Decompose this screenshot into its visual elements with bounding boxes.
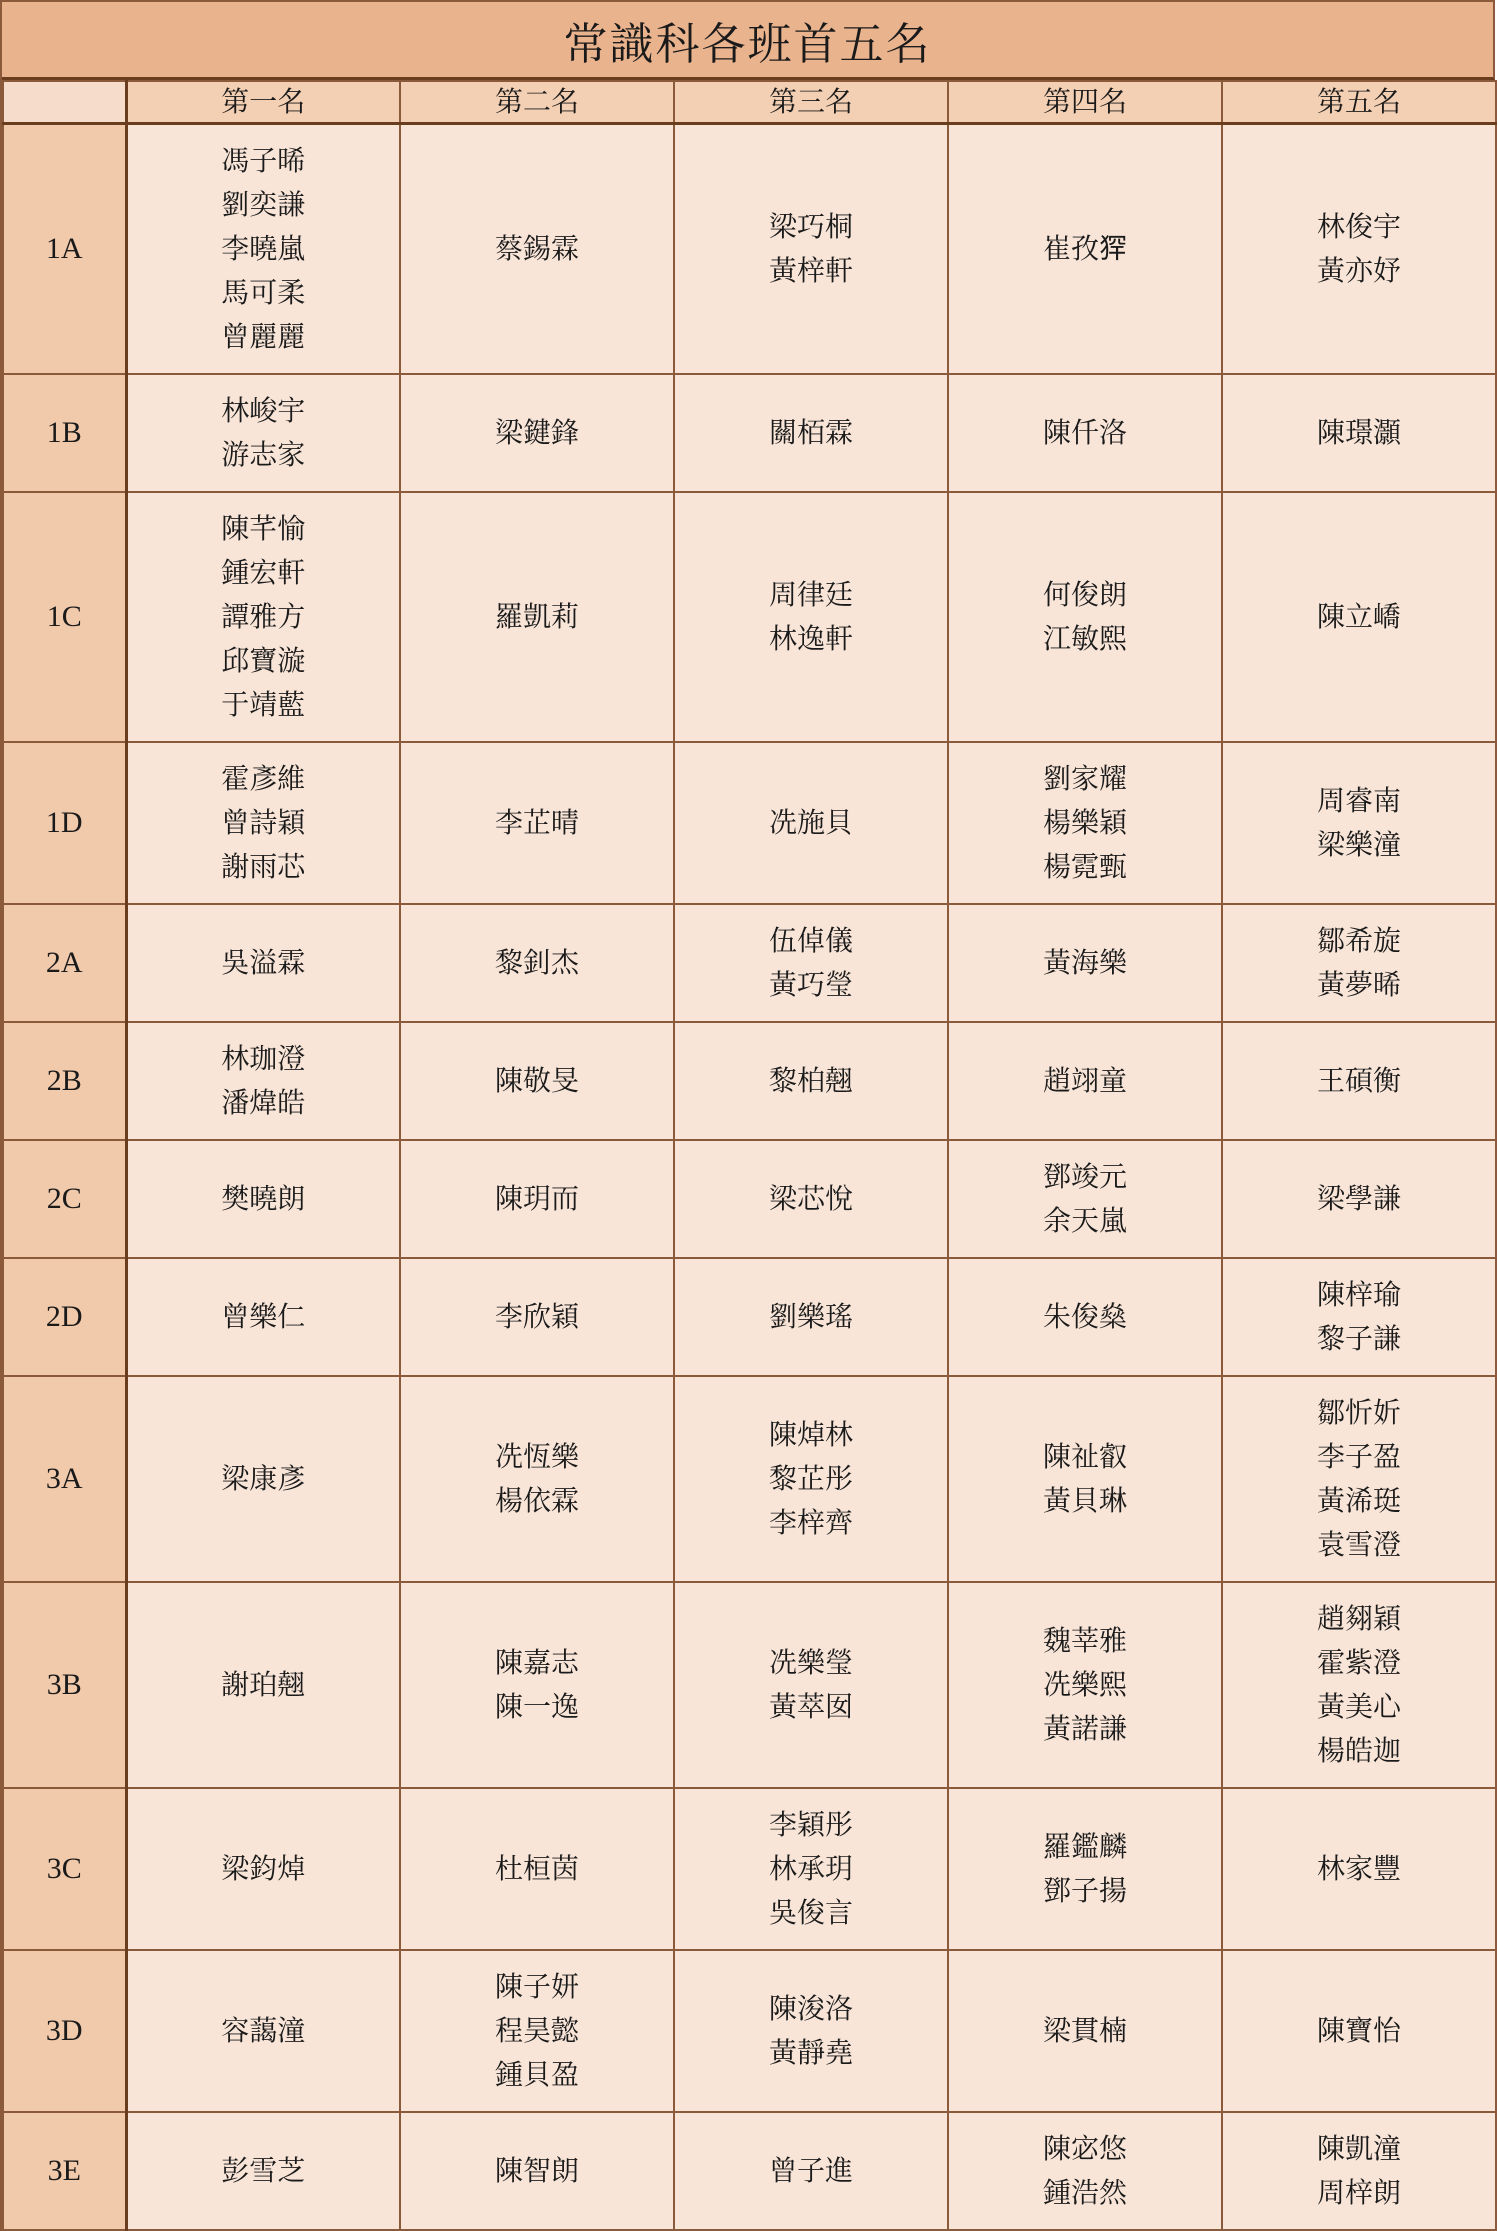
place-fourth-cell: [948, 492, 1222, 742]
place-fifth-cell: [1222, 492, 1496, 742]
student-name: 黃貝琳: [1042, 1483, 1127, 1517]
student-name: 陳浚洛: [768, 1991, 853, 2025]
place-fourth-cell: [948, 374, 1222, 492]
student-name: 袁雪澄: [1316, 1527, 1401, 1561]
place-fifth-cell: [1222, 1258, 1496, 1376]
student-name: 陳子妍: [494, 1969, 579, 2003]
student-name: 黎釗杰: [494, 945, 579, 979]
place-second-cell: [400, 2112, 674, 2230]
student-name: 梁芯悅: [768, 1181, 853, 1215]
student-name: 黎柏翹: [768, 1063, 853, 1097]
student-name: 林家豐: [1316, 1851, 1401, 1885]
student-name: 陳宓悠: [1042, 2131, 1127, 2165]
place-third-cell: [674, 1140, 948, 1258]
place-fourth-cell: [948, 742, 1222, 904]
student-name: 潘煒皓: [221, 1085, 306, 1119]
student-name: 黃亦妤: [1316, 253, 1401, 287]
student-name: 曾詩穎: [221, 805, 306, 839]
class-label: 3B: [3, 1582, 126, 1788]
student-name: 周梓朗: [1316, 2175, 1401, 2209]
student-name: 周律廷: [768, 577, 853, 611]
student-name: 霍彥維: [221, 761, 306, 795]
student-name: 林俊宇: [1316, 209, 1401, 243]
student-name: 鄧子揚: [1042, 1873, 1127, 1907]
student-name: 李穎彤: [768, 1807, 853, 1841]
student-name: 鍾浩然: [1042, 2175, 1127, 2209]
place-third-cell: [674, 904, 948, 1022]
student-name: 陳立嶠: [1316, 599, 1401, 633]
place-second-cell: [400, 904, 674, 1022]
place-second-cell: [400, 1140, 674, 1258]
student-name: 林珈澄: [221, 1041, 306, 1075]
student-name: 曾子進: [768, 2153, 853, 2187]
class-label: 3E: [3, 2112, 126, 2230]
student-name: 陳寶怡: [1316, 2013, 1401, 2047]
class-label: 1B: [3, 374, 126, 492]
class-label: 1D: [3, 742, 126, 904]
place-first-cell: [126, 1140, 400, 1258]
place-second-cell: [400, 1788, 674, 1950]
place-third-cell: [674, 742, 948, 904]
place-fourth-cell: [948, 1140, 1222, 1258]
student-name: 劉家耀: [1042, 761, 1127, 795]
student-name: 吳溢霖: [221, 945, 306, 979]
place-second-cell: [400, 742, 674, 904]
student-name: 李欣穎: [494, 1299, 579, 1333]
student-name: 黃梓軒: [768, 253, 853, 287]
student-name: 陳一逸: [494, 1689, 579, 1723]
place-fourth-cell: [948, 1376, 1222, 1582]
student-name: 魏莘雅: [1042, 1623, 1127, 1657]
place-third-cell: [674, 2112, 948, 2230]
place-second-cell: [400, 492, 674, 742]
place-third-cell: [674, 1950, 948, 2112]
header-second: 第二名: [400, 81, 674, 124]
student-name: 劉奕謙: [221, 187, 306, 221]
place-first-cell: [126, 742, 400, 904]
student-name: 杜桓茵: [494, 1851, 579, 1885]
student-name: 陳璟灝: [1316, 415, 1401, 449]
class-label: 2D: [3, 1258, 126, 1376]
place-first-cell: [126, 124, 400, 374]
student-name: 于靖藍: [221, 687, 306, 721]
student-name: 鄧竣元: [1042, 1159, 1127, 1193]
student-name: 譚雅方: [221, 599, 306, 633]
student-name: 陳梓瑜: [1316, 1277, 1401, 1311]
student-name: 黃靜堯: [768, 2035, 853, 2069]
class-label: 2A: [3, 904, 126, 1022]
place-fifth-cell: [1222, 374, 1496, 492]
student-name: 陳芊愉: [221, 511, 306, 545]
student-name: 楊皓迦: [1316, 1733, 1401, 1767]
place-fourth-cell: [948, 904, 1222, 1022]
place-fourth-cell: [948, 124, 1222, 374]
student-name: 伍倬儀: [768, 923, 853, 957]
table-row: [3, 374, 1496, 492]
place-second-cell: [400, 1258, 674, 1376]
place-fifth-cell: [1222, 742, 1496, 904]
student-name: 鄒忻妡: [1316, 1395, 1401, 1429]
place-first-cell: [126, 1582, 400, 1788]
student-name: 何俊朗: [1042, 577, 1127, 611]
class-label: 3C: [3, 1788, 126, 1950]
place-fourth-cell: [948, 1582, 1222, 1788]
table-row: [3, 1140, 1496, 1258]
student-name: 余天嵐: [1042, 1203, 1127, 1237]
place-first-cell: [126, 1258, 400, 1376]
class-label: 3D: [3, 1950, 126, 2112]
table-row: [3, 1022, 1496, 1140]
place-third-cell: [674, 1582, 948, 1788]
table-row: [3, 1950, 1496, 2112]
student-name: 梁學謙: [1316, 1181, 1401, 1215]
header-third: 第三名: [674, 81, 948, 124]
place-first-cell: [126, 374, 400, 492]
student-name: 趙翗穎: [1316, 1601, 1401, 1635]
place-third-cell: [674, 1258, 948, 1376]
student-name: 江敏熙: [1042, 621, 1127, 655]
student-name: 鄒希旋: [1316, 923, 1401, 957]
place-fourth-cell: [948, 1950, 1222, 2112]
student-name: 吳俊言: [768, 1895, 853, 1929]
place-second-cell: [400, 1022, 674, 1140]
class-label: 1A: [3, 124, 126, 374]
header-corner: [3, 81, 126, 124]
student-name: 黎子謙: [1316, 1321, 1401, 1355]
table-row: [3, 1376, 1496, 1582]
student-name: 羅鑑麟: [1042, 1829, 1127, 1863]
place-fifth-cell: [1222, 1582, 1496, 1788]
student-name: 陳凱潼: [1316, 2131, 1401, 2165]
student-name: 周睿南: [1316, 783, 1401, 817]
student-name: 容藹潼: [221, 2013, 306, 2047]
student-name: 陳智朗: [494, 2153, 579, 2187]
student-name: 林逸軒: [768, 621, 853, 655]
student-name: 羅凱莉: [494, 599, 579, 633]
student-name: 梁貫楠: [1042, 2013, 1127, 2047]
place-third-cell: [674, 1376, 948, 1582]
table-row: [3, 904, 1496, 1022]
place-first-cell: [126, 1376, 400, 1582]
student-name: 陳嘉志: [494, 1645, 579, 1679]
table-row: [3, 1258, 1496, 1376]
class-label: 2C: [3, 1140, 126, 1258]
student-name: 林承玥: [768, 1851, 853, 1885]
student-name: 李芷晴: [494, 805, 579, 839]
student-name: 游志家: [221, 437, 306, 471]
place-second-cell: [400, 1950, 674, 2112]
header-row: [3, 81, 1496, 124]
student-name: 冼樂熙: [1042, 1667, 1127, 1701]
student-name: 關栢霖: [768, 415, 853, 449]
place-second-cell: [400, 1582, 674, 1788]
header-fourth: 第四名: [948, 81, 1222, 124]
student-name: 黎芷彤: [768, 1461, 853, 1495]
student-name: 楊依霖: [494, 1483, 579, 1517]
student-name: 霍紫澄: [1316, 1645, 1401, 1679]
place-first-cell: [126, 1022, 400, 1140]
place-first-cell: [126, 1788, 400, 1950]
place-fifth-cell: [1222, 1376, 1496, 1582]
student-name: 陳焯林: [768, 1417, 853, 1451]
student-name: 梁鈞焯: [221, 1851, 306, 1885]
place-third-cell: [674, 1788, 948, 1950]
student-name: 李梓齊: [768, 1505, 853, 1539]
place-fifth-cell: [1222, 1022, 1496, 1140]
student-name: 梁康彥: [221, 1461, 306, 1495]
place-fifth-cell: [1222, 1950, 1496, 2112]
student-name: 曾樂仁: [221, 1299, 306, 1333]
place-fifth-cell: [1222, 1788, 1496, 1950]
table-row: [3, 742, 1496, 904]
place-second-cell: [400, 374, 674, 492]
place-third-cell: [674, 1022, 948, 1140]
student-name: 冼恆樂: [494, 1439, 579, 1473]
student-name: 鍾宏軒: [221, 555, 306, 589]
student-name: 王碩衡: [1316, 1063, 1401, 1097]
student-name: 黃浠珽: [1316, 1483, 1401, 1517]
student-name: 冼樂瑩: [768, 1645, 853, 1679]
class-label: 2B: [3, 1022, 126, 1140]
student-name: 蔡錫霖: [494, 231, 579, 265]
student-name: 梁巧桐: [768, 209, 853, 243]
student-name: 彭雪芝: [221, 2153, 306, 2187]
student-name: 梁樂潼: [1316, 827, 1401, 861]
student-name: 陳敬旻: [494, 1063, 579, 1097]
student-name: 馬可柔: [221, 275, 306, 309]
student-name: 黃海樂: [1042, 945, 1127, 979]
student-name: 陳玥而: [494, 1181, 579, 1215]
place-first-cell: [126, 2112, 400, 2230]
table-row: [3, 492, 1496, 742]
student-name: 黃夢晞: [1316, 967, 1401, 1001]
results-table: [2, 80, 1497, 2231]
student-name: 李子盈: [1316, 1439, 1401, 1473]
class-label: 3A: [3, 1376, 126, 1582]
place-third-cell: [674, 374, 948, 492]
student-name: 黃巧瑩: [768, 967, 853, 1001]
student-name: 李曉嵐: [221, 231, 306, 265]
student-name: 梁鍵鋒: [494, 415, 579, 449]
place-first-cell: [126, 904, 400, 1022]
student-name: 黃諾謙: [1042, 1711, 1127, 1745]
student-name: 陳仟洛: [1042, 415, 1127, 449]
student-name: 黃美心: [1316, 1689, 1401, 1723]
header-first: 第一名: [126, 81, 400, 124]
table-row: [3, 124, 1496, 374]
student-name: 楊霓甄: [1042, 849, 1127, 883]
place-third-cell: [674, 492, 948, 742]
table-row: [3, 1582, 1496, 1788]
student-name: 謝珀翹: [221, 1667, 306, 1701]
place-fourth-cell: [948, 2112, 1222, 2230]
place-fourth-cell: [948, 1258, 1222, 1376]
place-fourth-cell: [948, 1788, 1222, 1950]
place-second-cell: [400, 1376, 674, 1582]
student-name: 馮子晞: [221, 143, 306, 177]
student-name: 楊樂穎: [1042, 805, 1127, 839]
sheet-title: 常識科各班首五名: [2, 2, 1495, 80]
table-row: [3, 1788, 1496, 1950]
place-fourth-cell: [948, 1022, 1222, 1140]
place-fifth-cell: [1222, 124, 1496, 374]
student-name: 黃萃囡: [768, 1689, 853, 1723]
place-fifth-cell: [1222, 2112, 1496, 2230]
student-name: 冼施貝: [768, 805, 853, 839]
student-name: 朱俊燊: [1042, 1299, 1127, 1333]
student-name: 林峻宇: [221, 393, 306, 427]
student-name: 程昊懿: [494, 2013, 579, 2047]
place-second-cell: [400, 124, 674, 374]
table-row: [3, 2112, 1496, 2230]
student-name: 鍾貝盈: [494, 2057, 579, 2091]
class-label: 1C: [3, 492, 126, 742]
place-third-cell: [674, 124, 948, 374]
student-name: 謝雨芯: [221, 849, 306, 883]
student-name: 曾麗麗: [221, 319, 306, 353]
student-name: 樊曉朗: [221, 1181, 306, 1215]
header-fifth: 第五名: [1222, 81, 1496, 124]
student-name: 陳祉叡: [1042, 1439, 1127, 1473]
student-name: 崔孜𤞶: [1042, 231, 1127, 265]
student-name: 劉樂瑤: [768, 1299, 853, 1333]
student-name: 趙翊童: [1042, 1063, 1127, 1097]
student-name: 邱寶漩: [221, 643, 306, 677]
place-fifth-cell: [1222, 904, 1496, 1022]
place-fifth-cell: [1222, 1140, 1496, 1258]
place-first-cell: [126, 1950, 400, 2112]
place-first-cell: [126, 492, 400, 742]
